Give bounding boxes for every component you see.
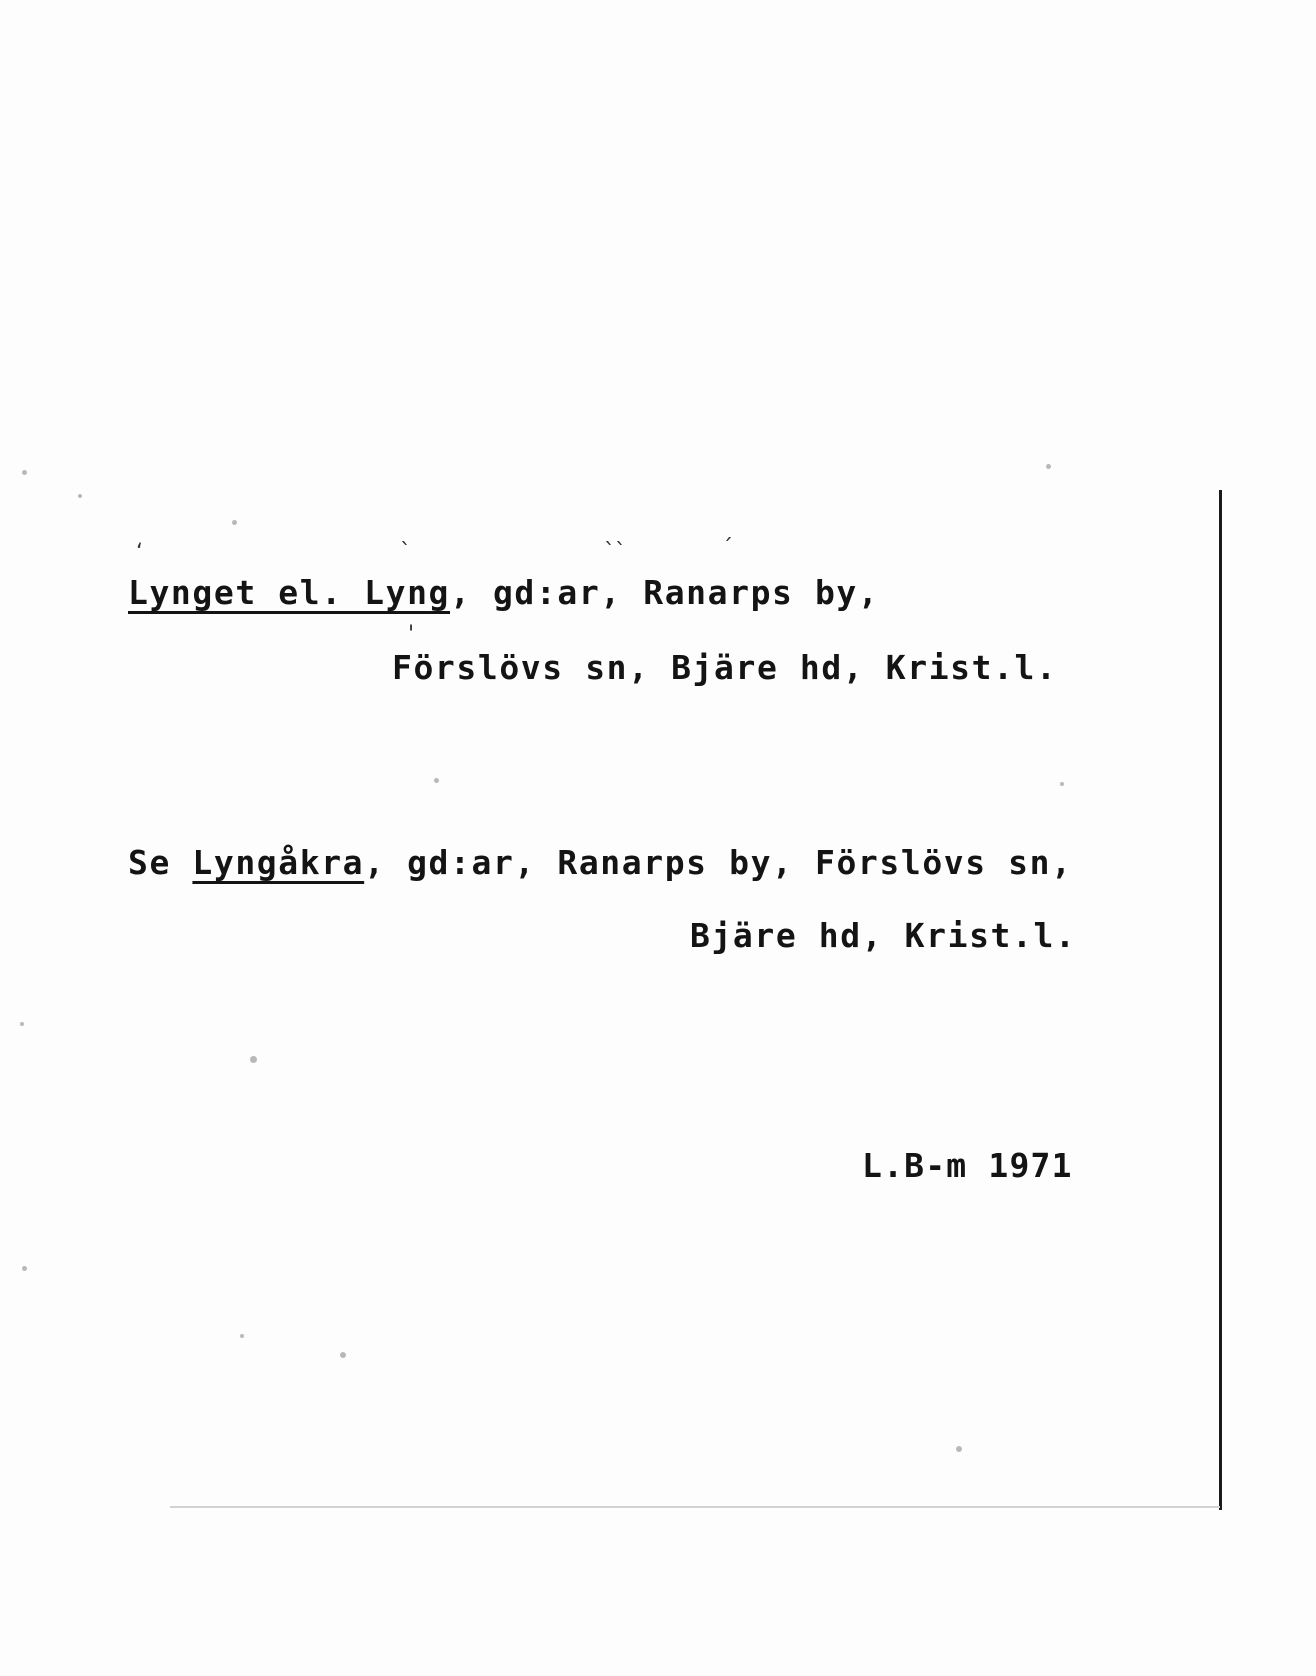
stray-mark: ´	[722, 536, 733, 561]
signature: L.B-m 1971	[862, 1146, 1073, 1185]
reference-term: Lyngåkra	[192, 843, 365, 882]
reference-line	[128, 845, 1073, 881]
scan-speck	[78, 494, 82, 498]
scan-speck	[22, 470, 27, 475]
headword-line2: Förslövs sn, Bjäre hd, Krist.l.	[392, 648, 1058, 687]
scan-speck	[240, 1334, 244, 1338]
scan-speck	[340, 1352, 346, 1358]
scan-speck	[20, 1022, 24, 1026]
scan-speck	[956, 1446, 962, 1452]
reference-line1-rest: , gd:ar, Ranarps by, Förslövs sn,	[364, 843, 1073, 882]
stray-mark: `	[400, 540, 411, 565]
card-right-edge	[1219, 490, 1222, 1510]
reference-line2: Bjäre hd, Krist.l.	[690, 916, 1077, 955]
headword-line1-rest: , gd:ar, Ranarps by,	[450, 573, 880, 612]
stray-mark: ‘	[136, 540, 143, 565]
headword-line	[128, 575, 879, 611]
scan-speck	[22, 1266, 27, 1271]
headword-term: Lynget el. Lyng	[128, 573, 451, 612]
scan-speck	[232, 520, 237, 525]
scan-speck	[1046, 464, 1051, 469]
reference-prefix: Se	[128, 843, 193, 882]
stray-mark: ``	[604, 540, 626, 565]
scan-speck	[250, 1056, 257, 1063]
stray-mark: '	[408, 622, 415, 647]
scan-speck	[1060, 782, 1064, 786]
card-bottom-edge	[170, 1506, 1220, 1508]
scan-speck	[434, 778, 439, 783]
